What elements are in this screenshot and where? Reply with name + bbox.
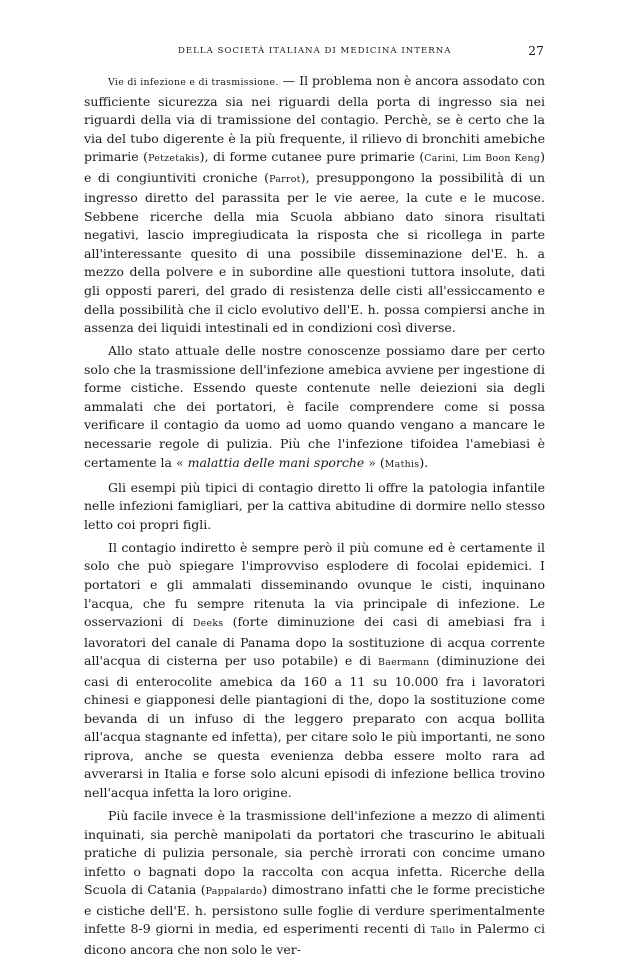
author-name: Parrot [269, 173, 301, 185]
text-run: (forte diminuzione dei casi di amebiasi fra i lavoratori del canale di Panama dopo la sostituzione di acqua corrente all'acqua di cisterna per uso potabile) e di [84, 614, 545, 669]
running-title: DELLA SOCIETÀ ITALIANA DI MEDICINA INTERNA [178, 46, 452, 56]
text-run: (diminuzione dei casi di enterocolite amebica da 160 a 11 su 10.000 fra i lavoratori chinesi e giapponesi delle piantagioni di the, dopo la sostituzione come bevanda di un infuso di the leggero preparato con acqua bollita all'acqua stagnante ed infetta), per citare solo le più importanti, ne sono riprova, anche se questa evenienza debba essere molto rara ad avverarsi in Italia e forse solo alcuni episodi di infezione bellica trovino nell'acqua infetta la loro origine. [84, 653, 545, 801]
text-run: in Palermo ci dicono ancora che non solo le ver- [84, 921, 545, 957]
text-run: Il contagio indiretto è sempre però il più comune ed è certamente il solo che può spiegare l'improvviso esplodere di focolai epidemici. I portatori e gli ammalati disseminando ovunque le cisti, inquinano l'acqua, che fu sempre ritenuta la via principale di infezione. Le osservazioni di [84, 539, 545, 630]
text-run: » ( [364, 454, 385, 470]
text-run: Più facile invece è la trasmissione dell'infezione a mezzo di alimenti inquinati, sia perchè manipolati da portatori che trascurino le abituali pratiche di pulizia personale, sia perchè irrorati con concime umano infetto o bagnati dopo la raccolta con acqua infetta. Ricerche della Scuola di Catania ( [84, 808, 545, 898]
text-run: ). [419, 454, 429, 470]
text-run: ), presuppongono la possibilità di un ingresso diretto del parassita per le vie aeree, la cute e le mucose. Sebbene ricerche della mia Scuola abbiano dato sinora risultati negativi, lascio impregiudicata la risposta che si ricollega in parte all'interessante quesito di una possibile disseminazione del'E. h. a mezzo della polvere e in subordine alle questioni tuttora insolute, dati gli opposti pareri, del grado di resistenza delle cisti all'essiccamento e della possibilità che il ciclo evolutivo dell'E. h. possa compiersi anche in assenza dei liquidi intestinali ed in condizioni così diverse. [84, 169, 545, 336]
italic-quote: malattia delle mani sporche [183, 454, 365, 470]
text-run: ), di forme cutanee pure primarie ( [199, 149, 425, 165]
author-name: Baermann [378, 657, 430, 669]
author-name: Petzetakis [148, 153, 200, 165]
author-name: Carini, Lim Boon Keng [424, 153, 541, 165]
paragraph-indirect-contagion [84, 539, 545, 803]
text-run: ) e di congiuntiviti croniche ( [84, 149, 545, 185]
paragraph-current-knowledge [84, 342, 545, 474]
author-name: Pappalardo [205, 886, 263, 898]
running-header [84, 43, 544, 64]
text-run: Gli esempi più tipici di contagio diretto li offre la patologia infantile nelle infezioni famigliari, per la cattiva abitudine di dormire nello stesso letto coi propri figli. [84, 479, 545, 532]
author-name: Tallo [430, 925, 455, 937]
author-name: Mathis [384, 458, 420, 470]
paragraph-direct-contagion [84, 479, 545, 535]
text-run: Allo stato attuale delle nostre conoscenze possiamo dare per certo solo che la trasmissione dell'infezione amebica avviene per ingestione di forme cistiche. Essendo queste contenute nelle deiezioni sia degli ammalati che dei portatori, è facile comprendere come si possa verificare il contagio da uomo ad uomo quando vengano a mancare le necessarie regole di pulizia. Più che l'infezione tifoidea l'amebiasi è certamente la « [84, 343, 545, 470]
paragraph-food-transmission [84, 807, 545, 959]
section-heading: Vie di infezione e di trasmissione. [108, 77, 279, 88]
body-text [84, 72, 545, 964]
text-run: — Il problema non è ancora assodato con sufficiente sicurezza sia nei riguardi della porta di ingresso sia nei riguardi della via di tramissione del contagio. Perchè, se è certo che la via del tubo digerente è la più frequente, il rilievo di bronchiti amebiche primarie ( [84, 73, 545, 165]
paragraph-transmission-routes [84, 72, 545, 338]
author-name: Deeks [192, 618, 224, 630]
page-number: 27 [528, 43, 544, 58]
text-run: ) dimostrano infatti che le forme precistiche e cistiche dell'E. h. persistono sulle foglie di verdure sperimentalmente infette 8-9 giorni in media, ed esperimenti recenti di [84, 882, 545, 937]
